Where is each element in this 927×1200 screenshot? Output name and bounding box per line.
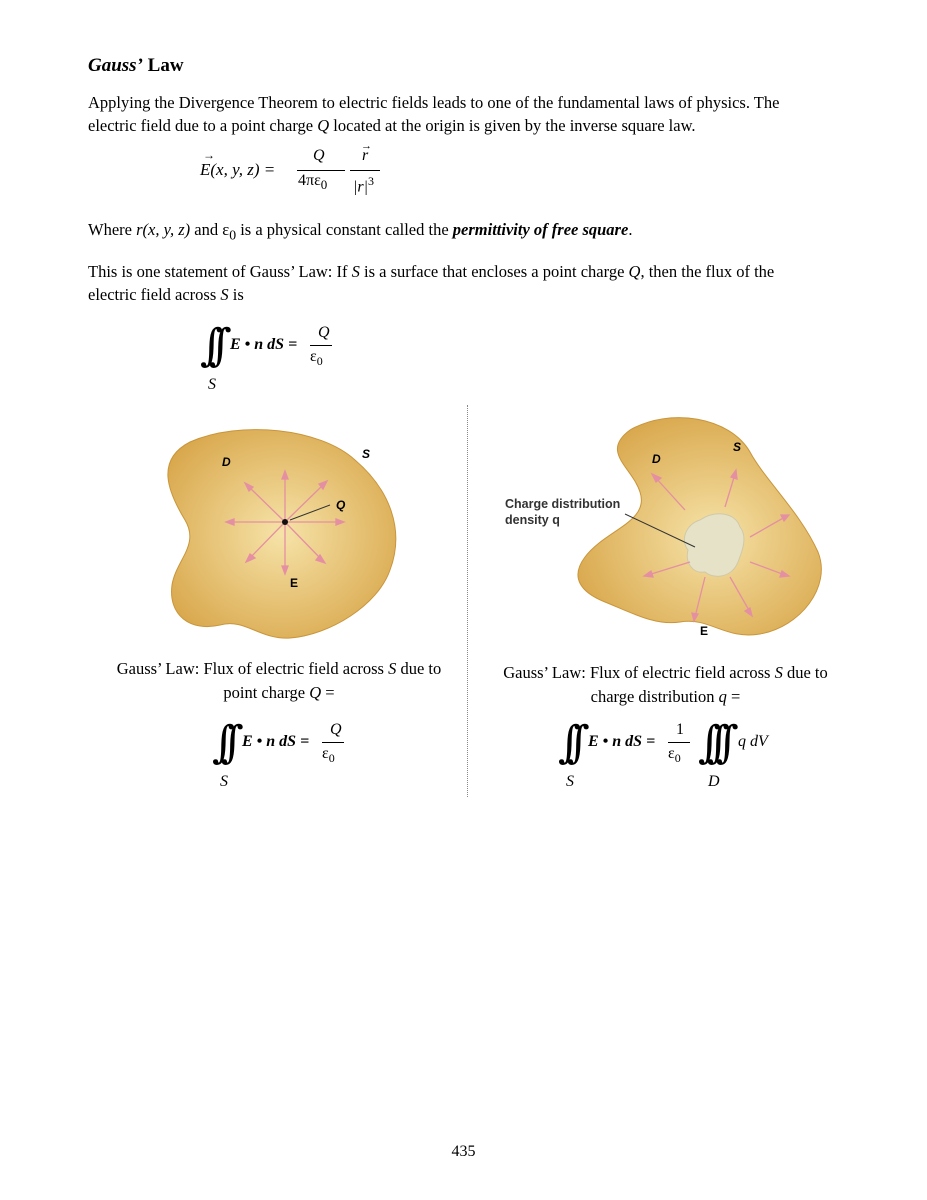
intro-line-2: electric field due to a point charge Q located at the origin is given by the inverse square law. [88,116,696,135]
statement-line-2: electric field across S is [88,285,244,304]
right-label-E: E [700,624,709,638]
point-charge [282,519,288,525]
where-line: Where r(x, y, z) and $\varepsilon_0$ is a physical constant called the permittivity of free square. [88,220,633,243]
double-integral-symbol: ∫∫ [200,320,218,371]
left-caption: Gauss’ Law: Flux of electric field across S due to point charge Q = [116,659,442,702]
vector-arrow: → [203,148,215,162]
eq2-den: $\varepsilon_0$ [310,348,323,369]
statement-paragraph [88,260,858,306]
gauss-law-equation [200,318,360,398]
eq1-num1: Q [313,147,325,164]
eq1-lhs: E(x, y, z) = [200,160,276,179]
intro-paragraph [88,91,858,137]
left-label-S: S [362,447,371,461]
intro-line-1: Applying the Divergence Theorem to electric fields leads to one of the fundamental laws of physics. The [88,93,780,112]
right-label-D: D [652,452,661,466]
double-integral-symbol: ∫∫ [558,717,576,768]
eq1-den2: $|r|^3$ [353,174,375,196]
charge-distribution-region [684,514,744,576]
charge-distribution-label: Charge distribution density q [505,497,621,527]
point-charge-figure [150,420,410,650]
eq2-num: Q [318,324,330,341]
left-flux-equation: ∫∫ E • n dS = Q $\varepsilon_0$ S [212,715,372,795]
eq2-integrand: E • n dS = [230,336,298,353]
right-label-S: S [733,440,742,454]
section-title: Gauss’ Law [88,55,184,76]
left-label-D: D [222,455,231,469]
left-label-E: E [290,576,299,590]
column-divider [467,405,468,797]
double-integral-symbol: ∫∫ [212,717,230,768]
triple-integral-symbol: ∫∫∫ [698,717,725,768]
right-caption: Gauss’ Law: Flux of electric field across S due to charge distribution q = [503,663,828,706]
right-flux-equation: ∫∫ E • n dS = 1 $\varepsilon_0$ ∫∫∫ q dV S D [558,717,768,790]
eq2-surface-sub: S [208,376,216,393]
eq1-num2: r [362,147,369,164]
inverse-square-equation: E(x, y, z) = → Q $4\pi\varepsilon_0$ r → $|r|^3$ [200,150,400,200]
page-number: 435 [451,1143,476,1160]
charge-distribution-figure [560,412,830,652]
statement-line-1: This is one statement of Gauss’ Law: If S is a surface that encloses a point charge Q, then the flux of the [88,262,775,281]
left-label-Q: Q [336,498,346,512]
eq1-den1: $4\pi\varepsilon_0$ [298,172,328,193]
